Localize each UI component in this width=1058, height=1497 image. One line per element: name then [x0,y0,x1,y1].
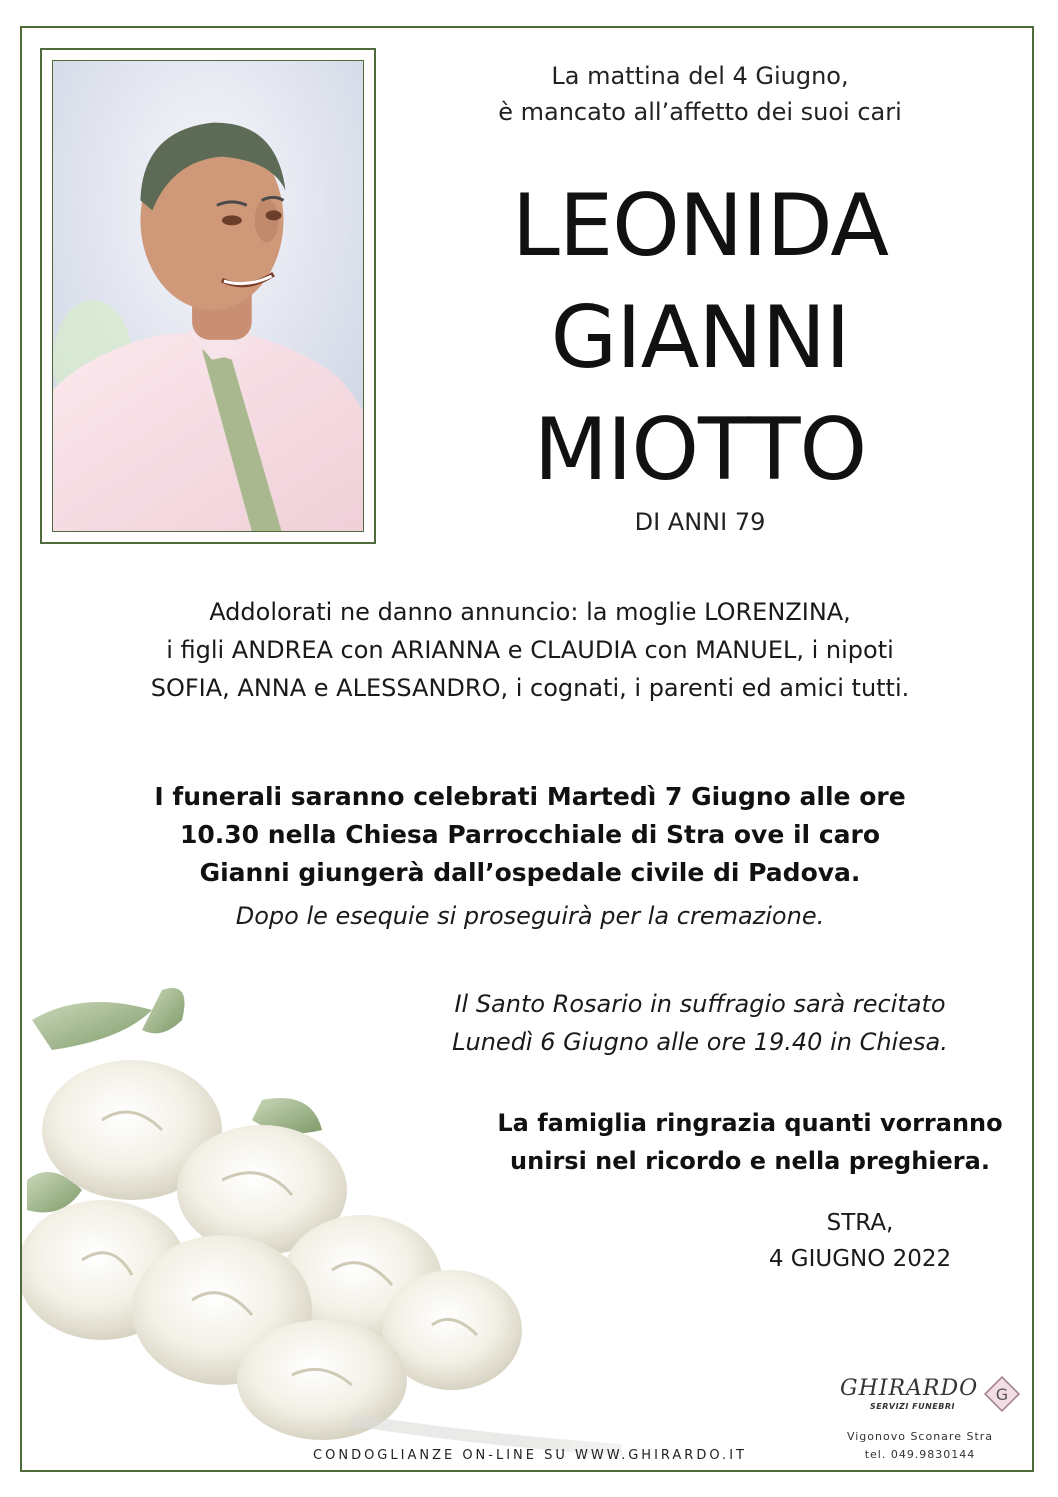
place-text: STRA, [826,1210,894,1236]
intro-line-2: è mancato all’affetto dei suoi cari [498,98,902,126]
portrait-illustration [53,61,363,531]
rosary-line-1: Il Santo Rosario in suffragio sarà recitato [454,990,946,1018]
funeral-line-1: I funerali saranno celebrati Martedì 7 Giugno alle ore [154,782,906,811]
place-date [740,1205,980,1277]
funeral-line-3: Gianni giungerà dall’ospedale civile di Padova. [199,858,861,887]
name-surname: MIOTTO [533,400,867,500]
logo-mark-letter: G [995,1385,1009,1404]
thanks-line-2: unirsi nel ricordo e nella preghiera. [510,1147,990,1175]
deceased-name [400,170,1000,506]
announcement-line-2: i figli ANDREA con ARIANNA e CLAUDIA con MANUEL, i nipoti [166,636,894,664]
name-first: LEONIDA [511,176,889,276]
cremation-note: Dopo le esequie si proseguirà per la cremazione. [235,902,825,930]
name-second: GIANNI [550,288,850,388]
funeral-line-2: 10.30 nella Chiesa Parrocchiale di Stra ove il caro [179,820,881,849]
funeral-details [100,778,960,892]
intro-line-1: La mattina del 4 Giugno, [551,62,849,90]
announcement-line-3: SOFIA, ANNA e ALESSANDRO, i cognati, i parenti ed amici tutti. [150,674,910,702]
condolences-footer[interactable]: CONDOGLIANZE ON-LINE SU WWW.GHIRARDO.IT [313,1448,747,1463]
portrait-frame [40,48,376,544]
portrait-photo [52,60,364,532]
logo-phone: tel. 049.9830144 [864,1448,976,1461]
announcement-line-1: Addolorati ne danno annuncio: la moglie LORENZINA, [209,598,851,626]
family-thanks [460,1104,1040,1180]
intro-text [400,58,1000,130]
logo-diamond-icon [982,1374,1022,1414]
age-text: DI ANNI 79 [634,508,766,536]
rosary-notice [400,985,1000,1061]
announcement [100,593,960,707]
rosary-line-2: Lunedì 6 Giugno alle ore 19.40 in Chiesa. [452,1028,948,1056]
logo-name: GHIRARDO [840,1376,979,1401]
logo-towns: Vigonovo Sconare Stra [846,1430,994,1443]
funeral-home-logo [810,1374,1030,1466]
logo-subtitle: SERVIZI FUNEBRI [870,1402,955,1411]
date-text: 4 GIUGNO 2022 [768,1246,952,1272]
thanks-line-1: La famiglia ringrazia quanti vorranno [497,1109,1003,1137]
